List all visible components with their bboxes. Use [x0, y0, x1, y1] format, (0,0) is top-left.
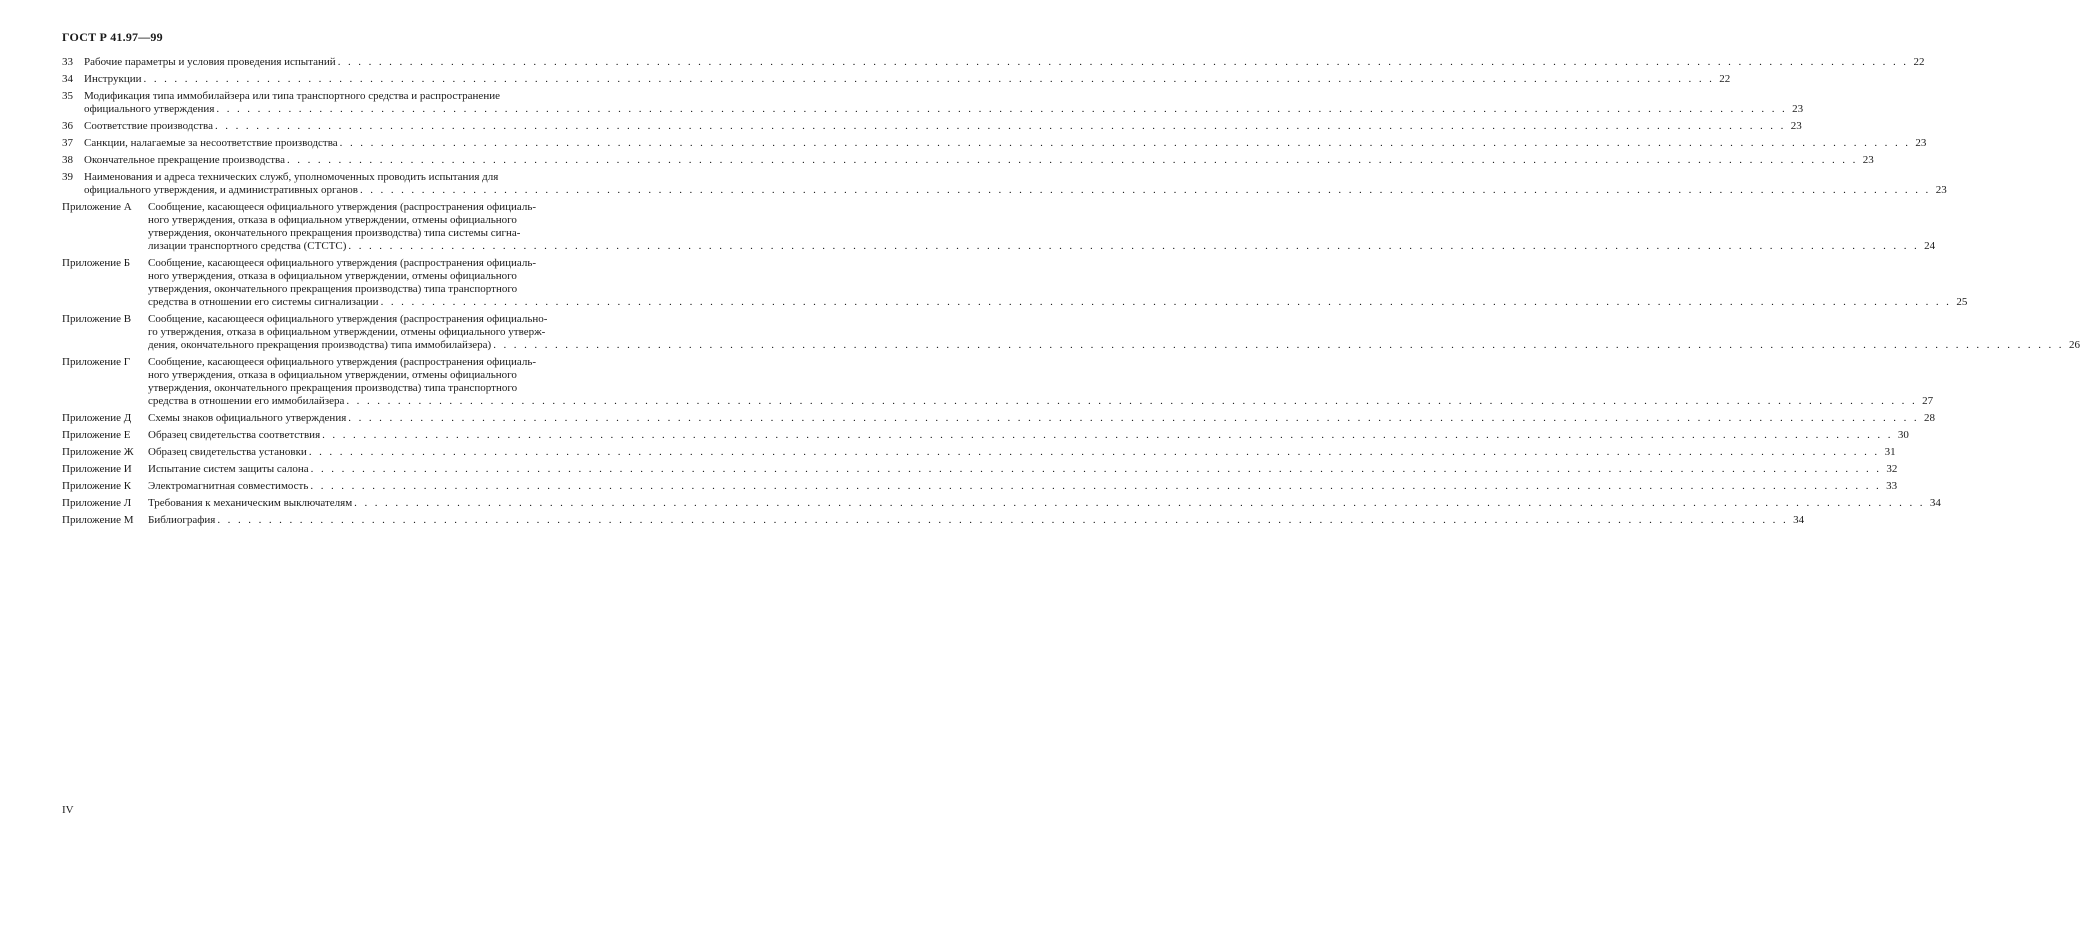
toc-entry-title-text: средства в отношении его иммобилайзера: [148, 395, 345, 407]
toc-section-entry[interactable]: [62, 73, 1731, 86]
toc-entry-title: [148, 514, 1804, 527]
toc-appendix-entry[interactable]: [62, 257, 1968, 309]
toc-appendix-entry[interactable]: [62, 446, 1896, 459]
toc-entry-page: 22: [1719, 73, 1731, 85]
toc-section-entry[interactable]: [62, 90, 1804, 116]
toc-appendix-entry[interactable]: [62, 356, 1934, 408]
toc-entry-page: 27: [1922, 395, 1934, 407]
toc-entry-title-text: Электромагнитная совместимость: [148, 480, 309, 492]
toc-entry-number: Приложение Д: [62, 412, 132, 424]
dot-leader: [285, 154, 1860, 167]
dot-leader: [346, 240, 1921, 253]
toc-entry-title-line: Сообщение, касающееся официального утверждения (распространения официаль-: [148, 201, 537, 213]
toc-entry-title-line: ного утверждения, отказа в официальном утверждении, отмены официального: [148, 369, 517, 381]
toc-entry-title-line: [84, 184, 1947, 197]
document-code: ГОСТ Р 41.97—99: [62, 30, 163, 44]
dot-leader: [358, 184, 1933, 197]
dot-leader: [309, 463, 1884, 476]
toc-appendix-entry[interactable]: [62, 463, 1898, 476]
toc-entry-title-text: средства в отношении его системы сигнализации: [148, 296, 379, 308]
dot-leader: [214, 103, 1789, 116]
toc-entry-title-line: Модификация типа иммобилайзера или типа транспортного средства и распространение: [84, 90, 500, 102]
toc-entry-title: [148, 201, 1935, 253]
toc-entry-number: Приложение И: [62, 463, 132, 475]
toc-entry-title: [84, 56, 1924, 69]
dot-leader: [308, 480, 1883, 493]
toc-entry-title-line: Сообщение, касающееся официального утверждения (распространения официаль-: [148, 356, 537, 368]
toc-entry-number: 34: [62, 73, 73, 85]
dot-leader: [336, 56, 1911, 69]
toc-entry-title-line: [84, 73, 1730, 86]
toc-entry-title-line: [148, 446, 1896, 459]
toc-entry-title: [84, 73, 1730, 86]
toc-entry-page: 31: [1884, 446, 1896, 458]
toc-entry-title-line: ного утверждения, отказа в официальном утверждении, отмены официального: [148, 214, 517, 226]
dot-leader: [142, 73, 1717, 86]
toc-appendix-entry[interactable]: [62, 497, 1941, 510]
toc-entry-page: 25: [1956, 296, 1968, 308]
toc-entry-page: 30: [1897, 429, 1909, 441]
toc-entry-title: [148, 429, 1909, 442]
dot-leader: [213, 120, 1788, 133]
toc-appendix-entry[interactable]: [62, 429, 1909, 442]
toc-entry-page: 32: [1886, 463, 1898, 475]
toc-entry-page: 23: [1935, 184, 1947, 196]
toc-entry-number: Приложение М: [62, 514, 134, 526]
toc-entry-title-text: дения, окончательного прекращения производства) типа иммобилайзера): [148, 339, 492, 351]
toc-entry-title-text: официального утверждения: [84, 103, 215, 115]
toc-entry-title-text: Библиография: [148, 514, 216, 526]
dot-leader: [379, 296, 1954, 309]
toc-entry-title-line: [148, 240, 1935, 253]
toc-entry-number: Приложение А: [62, 201, 132, 213]
toc-entry-page: 22: [1913, 56, 1925, 68]
toc-entry-title-line: [148, 395, 1933, 408]
toc-entry-title-text: Образец свидетельства соответствия: [148, 429, 321, 441]
page-number: IV: [62, 804, 74, 816]
toc-entry-title: [148, 497, 1941, 510]
toc-entry-title-text: Соответствие производства: [84, 120, 213, 132]
toc-entry-title-line: [148, 514, 1804, 527]
dot-leader: [320, 429, 1895, 442]
dot-leader: [215, 514, 1790, 527]
toc-entry-title-text: лизации транспортного средства (СТСТС): [148, 240, 347, 252]
toc-entry-title-text: официального утверждения, и административных органов: [84, 184, 358, 196]
toc-entry-number: Приложение В: [62, 313, 132, 325]
toc-entry-title-text: Окончательное прекращение производства: [84, 154, 285, 166]
toc-entry-title: [148, 463, 1897, 476]
dot-leader: [346, 412, 1921, 425]
toc-entry-title-line: Наименования и адреса технических служб, уполномоченных проводить испытания для: [84, 171, 499, 183]
toc-entry-page: 26: [2068, 339, 2080, 351]
toc-entry-title-line: [148, 296, 1967, 309]
toc-section-entry[interactable]: [62, 120, 1802, 133]
dot-leader: [338, 137, 1913, 150]
toc-entry-title: [84, 154, 1874, 167]
toc-entry-page: 34: [1929, 497, 1941, 509]
toc-entry-number: 37: [62, 137, 73, 149]
toc-appendix-entry[interactable]: [62, 313, 2080, 352]
toc-entry-number: Приложение Ж: [62, 446, 134, 458]
toc-entry-number: Приложение Л: [62, 497, 132, 509]
toc-entry-title-line: [84, 103, 1803, 116]
toc-entry-page: 24: [1924, 240, 1936, 252]
toc-entry-title-line: утверждения, окончательного прекращения производства) типа транспортного: [148, 382, 518, 394]
toc-entry-number: Приложение Б: [62, 257, 131, 269]
toc-entry-number: 35: [62, 90, 73, 102]
toc-entry-number: Приложение Е: [62, 429, 131, 441]
dot-leader: [344, 395, 1919, 408]
toc-entry-number: 39: [62, 171, 73, 183]
dot-leader: [307, 446, 1882, 459]
toc-section-entry[interactable]: [62, 154, 1874, 167]
toc-entry-title-line: ного утверждения, отказа в официальном утверждении, отмены официального: [148, 270, 517, 282]
toc-entry-title-text: Санкции, налагаемые за несоответствие производства: [84, 137, 338, 149]
toc-entry-title: [84, 90, 1803, 116]
toc-section-entry[interactable]: [62, 171, 1947, 197]
toc-entry-page: 33: [1886, 480, 1898, 492]
toc-entry-page: 23: [1792, 103, 1804, 115]
toc-entry-page: 23: [1915, 137, 1927, 149]
toc-entry-title-line: [148, 463, 1897, 476]
toc-entry-title-line: Сообщение, касающееся официального утверждения (распространения официально-: [148, 313, 548, 325]
toc-entry-title-line: [84, 137, 1926, 150]
toc-entry-number: Приложение Г: [62, 356, 131, 368]
toc-entry-title-text: Рабочие параметры и условия проведения испытаний: [84, 56, 336, 68]
toc-section-entry[interactable]: [62, 137, 1927, 150]
toc-entry-title: [148, 313, 2080, 352]
toc-entry-title: [84, 137, 1926, 150]
toc-entry-number: Приложение К: [62, 480, 132, 492]
toc-entry-number: 33: [62, 56, 73, 68]
toc-entry-title-line: [84, 56, 1924, 69]
toc-entry-title-line: [148, 480, 1897, 493]
toc-entry-title: [148, 412, 1935, 425]
toc-entry-title-text: Схемы знаков официального утверждения: [148, 412, 347, 424]
toc-entry-title-line: [148, 497, 1941, 510]
toc-entry-title: [84, 171, 1947, 197]
toc-entry-number: 38: [62, 154, 73, 166]
toc-entry-title-line: утверждения, окончательного прекращения производства) типа транспортного: [148, 283, 518, 295]
toc-appendix-entry[interactable]: [62, 480, 1898, 493]
table-of-contents: [62, 56, 2080, 531]
toc-entry-title-text: Требования к механическим выключателям: [148, 497, 353, 509]
toc-entry-title-line: утверждения, окончательного прекращения производства) типа системы сигна-: [148, 227, 521, 239]
toc-entry-title-line: Сообщение, касающееся официального утверждения (распространения официаль-: [148, 257, 537, 269]
toc-entry-title-line: [148, 429, 1909, 442]
toc-entry-title: [148, 446, 1896, 459]
toc-entry-page: 23: [1790, 120, 1802, 132]
dot-leader: [491, 339, 2066, 352]
toc-entry-title: [148, 480, 1897, 493]
toc-entry-title-text: Инструкции: [84, 73, 142, 85]
toc-entry-title-line: [84, 154, 1874, 167]
toc-section-entry[interactable]: [62, 56, 1925, 69]
toc-appendix-entry[interactable]: [62, 514, 1805, 527]
toc-entry-number: 36: [62, 120, 73, 132]
toc-entry-title: [84, 120, 1802, 133]
toc-entry-page: 34: [1793, 514, 1805, 526]
toc-entry-title-text: Образец свидетельства установки: [148, 446, 307, 458]
toc-entry-title-line: [84, 120, 1802, 133]
toc-entry-title: [148, 356, 1933, 408]
toc-entry-page: 23: [1862, 154, 1874, 166]
toc-entry-title-text: Испытание систем защиты салона: [148, 463, 309, 475]
toc-entry-title-line: [148, 339, 2080, 352]
toc-entry-title-line: [148, 412, 1935, 425]
toc-entry-title-line: го утверждения, отказа в официальном утверждении, отмены официального утверж-: [148, 326, 546, 338]
toc-appendix-entry[interactable]: [62, 201, 1936, 253]
toc-appendix-entry[interactable]: [62, 412, 1936, 425]
toc-entry-page: 28: [1924, 412, 1936, 424]
toc-entry-title: [148, 257, 1967, 309]
dot-leader: [352, 497, 1927, 510]
